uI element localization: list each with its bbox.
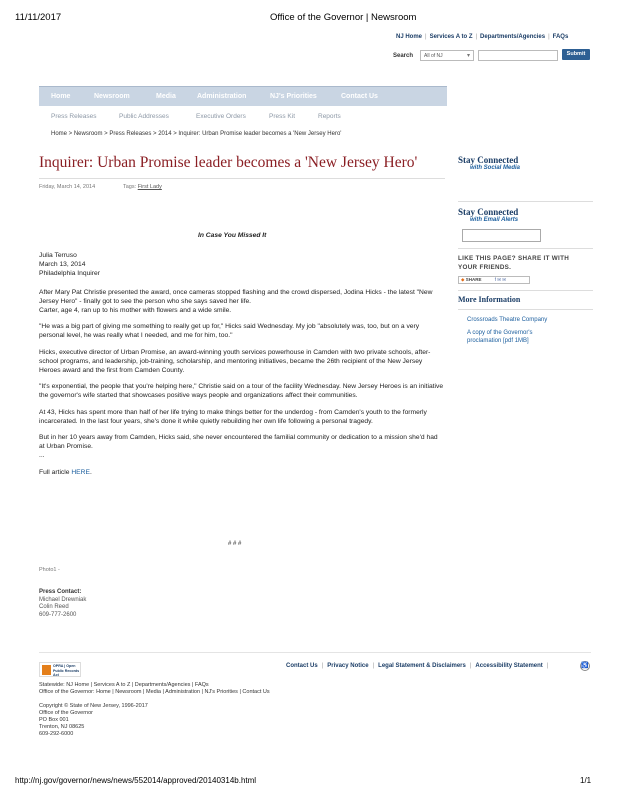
top-link-faqs[interactable]: FAQs: [552, 34, 569, 40]
byline-source: Philadelphia Inquirer: [39, 270, 100, 278]
sub-nav: [39, 110, 447, 124]
contact-name-1: Michael Drewniak: [39, 596, 87, 603]
subnav-public-addresses[interactable]: Public Addresses: [119, 113, 169, 120]
top-link-services[interactable]: Services A to Z: [429, 34, 473, 40]
main-nav: [39, 86, 447, 106]
social-media-subheading: with Social Media: [470, 165, 521, 171]
footer-nav-text: [39, 682, 270, 696]
subnav-executive-orders[interactable]: Executive Orders: [196, 113, 246, 120]
email-alerts-subheading: with Email Alerts: [470, 217, 519, 223]
full-article-label: Full article: [39, 468, 70, 476]
footer-links: Contact Us | Privacy Notice | Legal Statement & Disclaimers | Accessibility Statement |: [286, 663, 549, 669]
photo-caption: Photo1 -: [39, 567, 60, 573]
article-date: Friday, March 14, 2014: [39, 184, 96, 190]
nav-priorities[interactable]: NJ's Priorities: [270, 93, 317, 100]
sidebar-divider-2: [458, 248, 593, 249]
address-line-1: Office of the Governor: [39, 710, 94, 716]
accessibility-icon[interactable]: ♿: [581, 663, 589, 669]
tags-label: Tags:: [123, 184, 137, 190]
breadcrumb: Home > Newsroom > Press Releases > 2014 > Inquirer: Urban Promise leader becomes a 'New Jersey Hero': [51, 131, 342, 137]
page-title: Inquirer: Urban Promise leader becomes a 'New Jersey Hero': [39, 154, 418, 171]
footer-statewide: Statewide: NJ Home | Services A to Z | Departments/Agencies | FAQs: [39, 682, 209, 688]
footer-office: Office of the Governor: Home | Newsroom | Media | Administration | NJ's Priorities | Contact Us: [39, 689, 270, 695]
opra-logo-text: OPRA | Open Public Records Act: [53, 664, 80, 677]
more-information-heading: More Information: [458, 295, 521, 304]
article-body: [39, 251, 444, 477]
search-input[interactable]: [478, 50, 558, 61]
social-icons: f ✉ ✉: [494, 277, 507, 282]
missed-heading: In Case You Missed It: [198, 232, 267, 239]
end-marks: # # #: [228, 541, 242, 547]
sidebar-divider: [458, 201, 593, 202]
link-proclamation-pdf[interactable]: A copy of the Governor's proclamation [pdf 1MB]: [467, 330, 533, 344]
footer-privacy[interactable]: Privacy Notice: [327, 663, 369, 669]
paragraph-4: "It's exponential, the people that you're helping here," Christie said on a tour of the facility Wednesday. New Jersey Heroes is an initiative the governor's wife started that showcases positive ways people and organizations affect their communities.: [39, 383, 444, 400]
top-link-nj-home[interactable]: NJ Home: [396, 34, 423, 40]
share-label: SHARE: [465, 277, 482, 282]
top-link-departments[interactable]: Departments/Agencies: [480, 34, 546, 40]
email-input[interactable]: [462, 229, 541, 242]
search-label: Search: [393, 53, 414, 59]
search-scope-value: All of NJ: [424, 53, 443, 59]
print-url: http://nj.gov/governor/news/news/552014/approved/20140314b.html: [15, 776, 257, 785]
footer-address: [39, 703, 148, 738]
full-article-link[interactable]: HERE: [71, 468, 90, 476]
sidebar-divider-3: [458, 290, 593, 291]
byline-author: Julia Terruso: [39, 252, 77, 259]
share-icon: ◆: [461, 277, 465, 282]
press-contact-heading: Press Contact:: [39, 589, 82, 595]
tag-first-lady[interactable]: First Lady: [137, 184, 162, 190]
tags: [123, 184, 162, 190]
paragraph-5: At 43, Hicks has spent more than half of her life trying to make things better for the underdog - from Camden's youth to the formerly incarcerated. In the last four years, she's done it while quietly rebuilding her own life following a personal tragedy.: [39, 408, 427, 425]
subnav-press-kit[interactable]: Press Kit: [269, 113, 296, 120]
more-info-links: [467, 316, 593, 345]
paragraph-1: After Mary Pat Christie presented the award, once cameras stopped flashing and the crowd dispersed, Jodina Hicks - the latest "New Jersey Hero" - finally got to see the person who she says saved her life.: [39, 288, 433, 305]
subnav-press-releases[interactable]: Press Releases: [51, 113, 97, 120]
footer-legal[interactable]: Legal Statement & Disclaimers: [378, 663, 466, 669]
link-crossroads-theatre[interactable]: Crossroads Theatre Company: [467, 317, 548, 323]
subnav-reports[interactable]: Reports: [318, 113, 341, 120]
nav-administration[interactable]: Administration: [197, 93, 247, 100]
footer-contact-us[interactable]: Contact Us: [286, 663, 318, 669]
search-scope-select[interactable]: [420, 50, 474, 61]
ellipsis: ...: [39, 452, 45, 460]
paragraph-6: But in her 10 years away from Camden, Hicks said, she never encountered the familial community or dedication to a mission she'd had at Urban Promise.: [39, 434, 438, 451]
print-page-number: 1/1: [580, 776, 592, 785]
contact-phone: 609-777-2600: [39, 611, 77, 618]
footer-accessibility[interactable]: Accessibility Statement: [475, 663, 543, 669]
paragraph-3: Hicks, executive director of Urban Promise, an award-winning youth services powerhouse in Camden with two private schools, after-school programs, and leadership, job-training, scholarship, and mentoring initiatives, became the 26th recipient of the New Jersey Heroes award and the first from Camden County.: [39, 348, 431, 375]
title-divider: [39, 178, 445, 179]
nav-newsroom[interactable]: Newsroom: [94, 93, 130, 100]
sidebar: [458, 155, 593, 345]
address-line-2: PO Box 001: [39, 717, 69, 723]
address-line-3: Trenton, NJ 08625: [39, 724, 85, 730]
contact-name-2: Colin Reed: [39, 604, 69, 610]
opra-logo-mark: [42, 665, 51, 675]
stay-connected-social-heading: Stay Connected: [458, 155, 519, 165]
full-article: Full article HERE.: [39, 468, 92, 476]
nav-home[interactable]: Home: [51, 93, 71, 100]
top-links: NJ Home | Services A to Z | Departments/Agencies | FAQs: [396, 34, 569, 40]
nav-contact[interactable]: Contact Us: [341, 93, 378, 100]
press-contact: [39, 589, 86, 619]
paragraph-2: "He was a big part of giving me something to really get up for," Hicks said Wednesday. My job "absolutely was, too, but on a very personal level, he was really what I needed, and me for him, too.": [39, 323, 420, 340]
chevron-down-icon: ▾: [466, 53, 470, 59]
address-phone: 609-292-6000: [39, 731, 74, 737]
sidebar-divider-4: [458, 309, 593, 310]
search-submit-button[interactable]: Submit: [562, 49, 590, 60]
print-title: Office of the Governor | Newsroom: [270, 12, 417, 23]
footer-copyright: Copyright © State of New Jersey, 1996-2017: [39, 703, 148, 709]
byline-date: March 13, 2014: [39, 261, 86, 269]
stay-connected-email-heading: Stay Connected: [458, 207, 519, 217]
share-button[interactable]: [458, 276, 530, 284]
footer-divider: [39, 652, 591, 653]
nav-media[interactable]: Media: [156, 93, 176, 100]
opra-logo[interactable]: [39, 662, 81, 677]
print-date: 11/11/2017: [15, 12, 62, 23]
paragraph-1b: Carter, age 4, ran up to his mother with flowers and a wide smile.: [39, 307, 232, 315]
like-share-text: LIKE THIS PAGE? SHARE IT WITH YOUR FRIENDS.: [458, 255, 570, 271]
